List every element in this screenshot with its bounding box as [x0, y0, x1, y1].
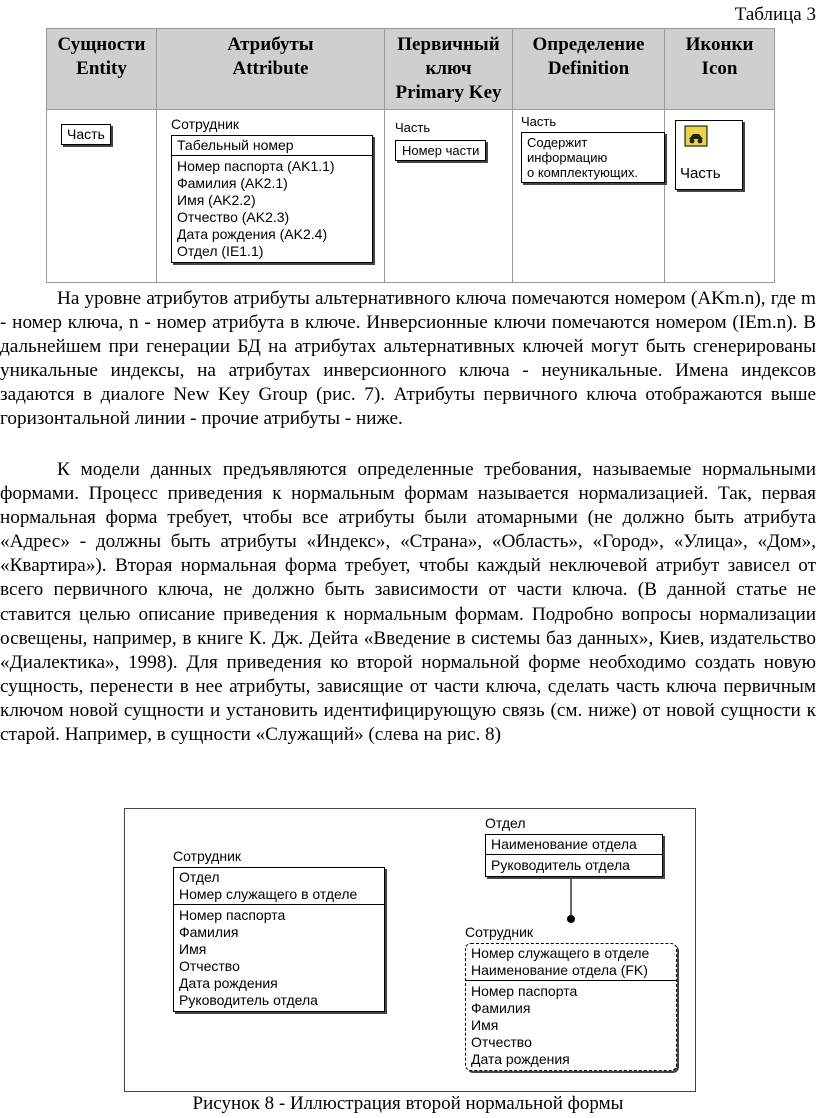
bottom-attr-item: Отчество: [471, 1034, 532, 1050]
def-entity-name: Часть: [521, 114, 557, 129]
part-icon: [684, 125, 708, 147]
figure-caption: Рисунок 8 - Иллюстрация второй нормальной формы: [192, 1093, 624, 1114]
table-header-row: [47, 29, 775, 110]
bottom-entity-name: Сотрудник: [465, 924, 534, 940]
left-entity-name: Сотрудник: [173, 848, 242, 864]
left-attr-item: Номер паспорта: [179, 907, 286, 923]
bottom-attr-item: Имя: [471, 1017, 499, 1033]
def-line: о комплектующих.: [527, 165, 638, 180]
table-caption: Таблица 3: [734, 4, 816, 25]
entity-box: Часть: [61, 124, 111, 145]
paragraph-2: К модели данных предъявляются определенные требования, называемые нормальными формами. Процесс приведения к нормальным формам называется нормализацией. Так, первая нормальная форма требует, чтобы все атрибуты были атомарными (не должно быть атрибута «Адрес» - должны быть атрибуты «Индекс», «Страна», «Область», «Город», «Улица», «Дом», «Квартира»). Вторая нормальная форма требует, чтобы каждый неключевой атрибут зависел от всего первичного ключа, не должно быть зависимости от части ключа. (В данной статье не ставится целью описание приведения к нормальным формам. Подробно вопросы нормализации освещены, например, в книге К. Дж. Дейта «Введение в системы баз данных», Киев, издательство «Диалектика», 1998). Для приведения ко второй нормальной форме необходимо создать новую сущность, перенести в нее атрибуты, зависящие от части ключа, сделать часть ключа первичным ключом новой сущности и установить идентифицирующую связь (см. ниже) от новой сущности к старой. Например, в сущности «Служащий» (слева на рис. 8): [0, 459, 816, 746]
left-attr-item: Руководитель отдела: [179, 992, 318, 1008]
table-body-row: [47, 110, 775, 283]
header-primary-key: Первичный ключ Primary Key: [385, 29, 513, 110]
left-pk-item: Отдел: [179, 869, 220, 885]
icon-entity-box: [675, 120, 743, 190]
bottom-pk-item: Номер служащего в отделе: [471, 945, 650, 961]
def-line: информацию: [527, 150, 608, 165]
attr-item: Фамилия (AK2.1): [177, 175, 288, 191]
attr-item: Отдел (IE1.1): [177, 243, 264, 259]
top-attr-item: Руководитель отдела: [491, 857, 630, 873]
bottom-attr-item: Номер паспорта: [471, 983, 578, 999]
cell-definition: [513, 110, 665, 283]
attr-pk: Табельный номер: [172, 136, 372, 156]
icon-label: Часть: [680, 165, 721, 182]
top-entity-name: Отдел: [485, 815, 526, 831]
attr-item: Имя (AK2.2): [177, 192, 256, 208]
left-attr-item: Дата рождения: [179, 975, 278, 991]
pk-entity-box: Номер части: [395, 140, 486, 161]
attr-item: Дата рождения (AK2.4): [177, 226, 328, 242]
attr-entity-box: [171, 135, 373, 263]
left-pk-item: Номер служащего в отделе: [179, 886, 358, 902]
bottom-attr-item: Дата рождения: [471, 1051, 570, 1067]
left-attr-item: Фамилия: [179, 924, 239, 940]
idef1x-table: [46, 28, 775, 283]
top-pk-item: Наименование отдела: [491, 836, 637, 852]
cell-attribute: [157, 110, 385, 283]
bottom-pk-item: Наименование отдела (FK): [471, 962, 648, 978]
cell-primary-key: [385, 110, 513, 283]
left-attr-item: Имя: [179, 941, 207, 957]
paragraph-1: На уровне атрибутов атрибуты альтернативного ключа помечаются номером (AKm.n), где m - номер ключа, n - номер атрибута в ключе. Инверсионные ключи помечаются номером (IEm.n). В дальнейшем при генерации БД на атрибутах альтернативных ключей могут быть сгенерированы уникальные индексы, на атрибутах инверсионного ключа - неуникальные. Имена индексов задаются в диалоге New Key Group (рис. 7). Атрибуты первичного ключа отображаются выше горизонтальной линии - прочие атрибуты - ниже.: [0, 288, 816, 430]
top-entity-box: [485, 834, 663, 877]
header-definition: Определение Definition: [513, 29, 665, 110]
header-attribute: Атрибуты Attribute: [157, 29, 385, 110]
def-line: Содержит: [527, 135, 588, 150]
bottom-entity-box: [465, 943, 677, 1071]
attr-item: Отчество (AK2.3): [177, 209, 290, 225]
left-attr-item: Отчество: [179, 958, 240, 974]
pk-entity-name: Часть: [395, 120, 431, 135]
attr-entity-name: Сотрудник: [171, 116, 240, 132]
cell-icon: [665, 110, 775, 283]
figure-8: [124, 808, 696, 1092]
attr-item: Номер паспорта (AK1.1): [177, 158, 335, 174]
bottom-attr-item: Фамилия: [471, 1000, 531, 1016]
left-entity-box: [173, 867, 385, 1012]
attr-list: [172, 156, 372, 262]
cell-entity: [47, 110, 157, 283]
def-entity-box: [521, 132, 665, 183]
header-entity: Сущности Entity: [47, 29, 157, 110]
header-icon: Иконки Icon: [665, 29, 775, 110]
